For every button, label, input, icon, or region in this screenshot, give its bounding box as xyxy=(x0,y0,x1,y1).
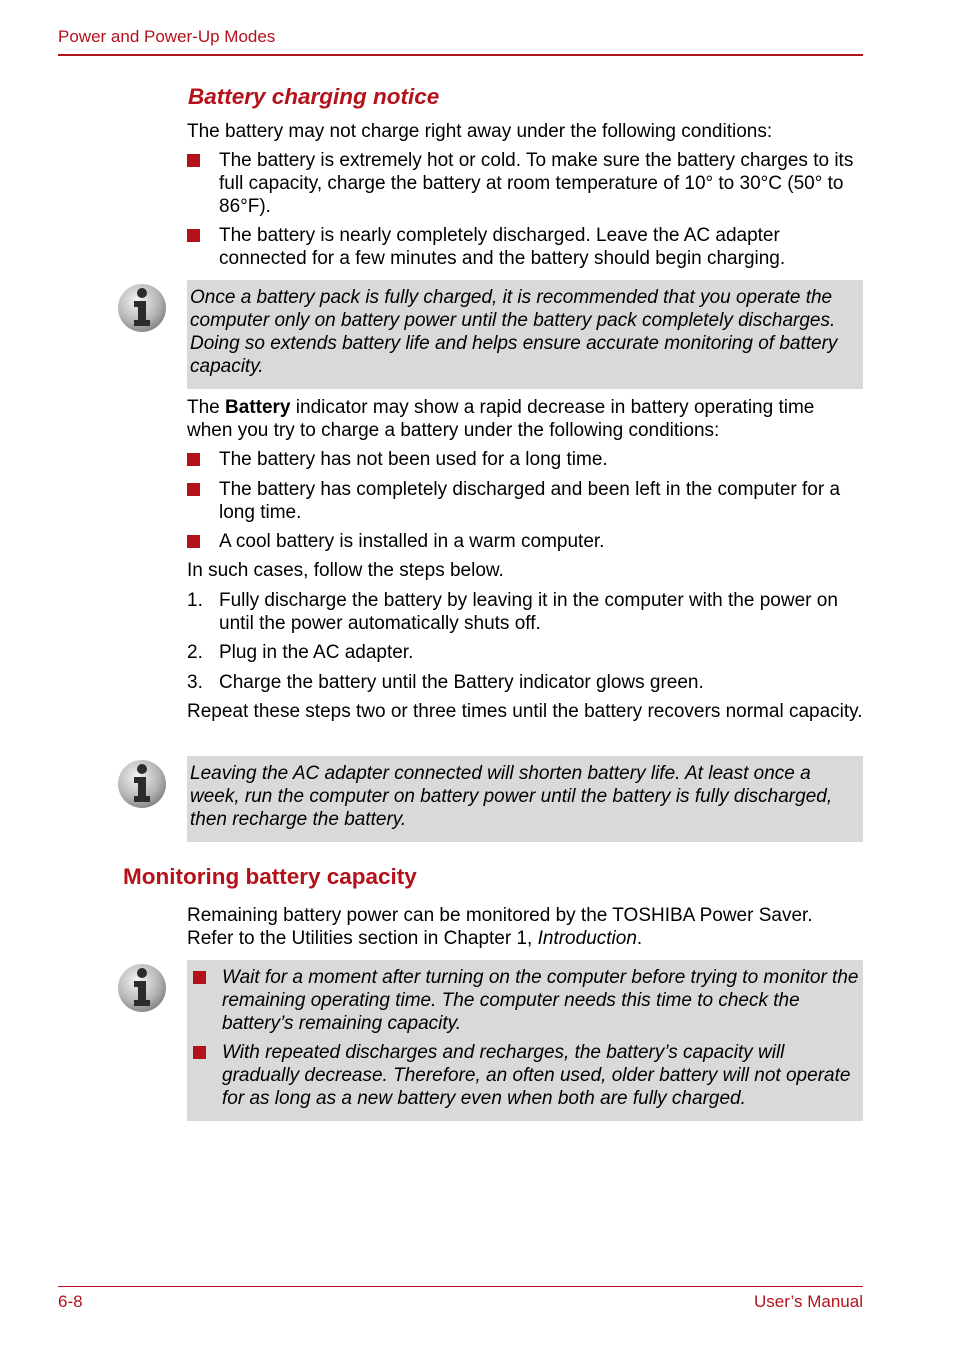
footer-rule xyxy=(58,1286,863,1287)
steps-intro: In such cases, follow the steps below. xyxy=(187,560,504,581)
subsection-heading: Battery charging notice xyxy=(188,84,440,109)
page-number: 6-8 xyxy=(58,1292,83,1311)
bullet-square-icon xyxy=(187,154,200,167)
info-icon xyxy=(116,282,168,334)
manual-title: User’s Manual xyxy=(754,1292,863,1311)
bullet-square-icon xyxy=(193,971,206,984)
repeat-paragraph: Repeat these steps two or three times until the battery recovers normal capacity. xyxy=(187,701,863,722)
bullet-square-icon xyxy=(187,535,200,548)
note-box xyxy=(187,280,863,389)
monitoring-paragraph: Remaining battery power can be monitored by the TOSHIBA Power Saver. Refer to the Utilities section in Chapter 1, Introduction. xyxy=(187,905,813,949)
header-rule xyxy=(58,54,863,56)
bullet-square-icon xyxy=(187,483,200,496)
intro-paragraph: The battery may not charge right away under the following conditions: xyxy=(187,121,773,142)
bullet-square-icon xyxy=(187,229,200,242)
note-text: Once a battery pack is fully charged, it is recommended that you operate the computer only on battery power until the battery pack completely discharges. Doing so extends battery life and helps ensure accurate monitoring of battery capacity. xyxy=(190,287,838,377)
note-box: Wait for a moment after turning on the computer before trying to monitor the remaining operating time. The computer needs this time to check the battery’s remaining capacity. With repeated discharges and recharges, the battery’s capacity will gradually decrease. Therefore, an often used, older battery will not operate for as long as a new battery even when both are fully charged. xyxy=(187,960,863,1121)
running-header: Power and Power-Up Modes xyxy=(58,27,276,46)
info-icon xyxy=(116,962,168,1014)
section-heading: Monitoring battery capacity xyxy=(123,864,417,889)
battery-indicator-paragraph: The Battery indicator may show a rapid decrease in battery operating time when you try to charge a battery under the following conditions: xyxy=(187,397,815,441)
info-icon xyxy=(116,758,168,810)
note-text: Leaving the AC adapter connected will shorten battery life. At least once a week, run the computer on battery power until the battery is fully discharged, then recharge the battery. xyxy=(190,763,833,830)
bullet-square-icon xyxy=(193,1046,206,1059)
note-box xyxy=(187,756,863,842)
bullet-square-icon xyxy=(187,453,200,466)
